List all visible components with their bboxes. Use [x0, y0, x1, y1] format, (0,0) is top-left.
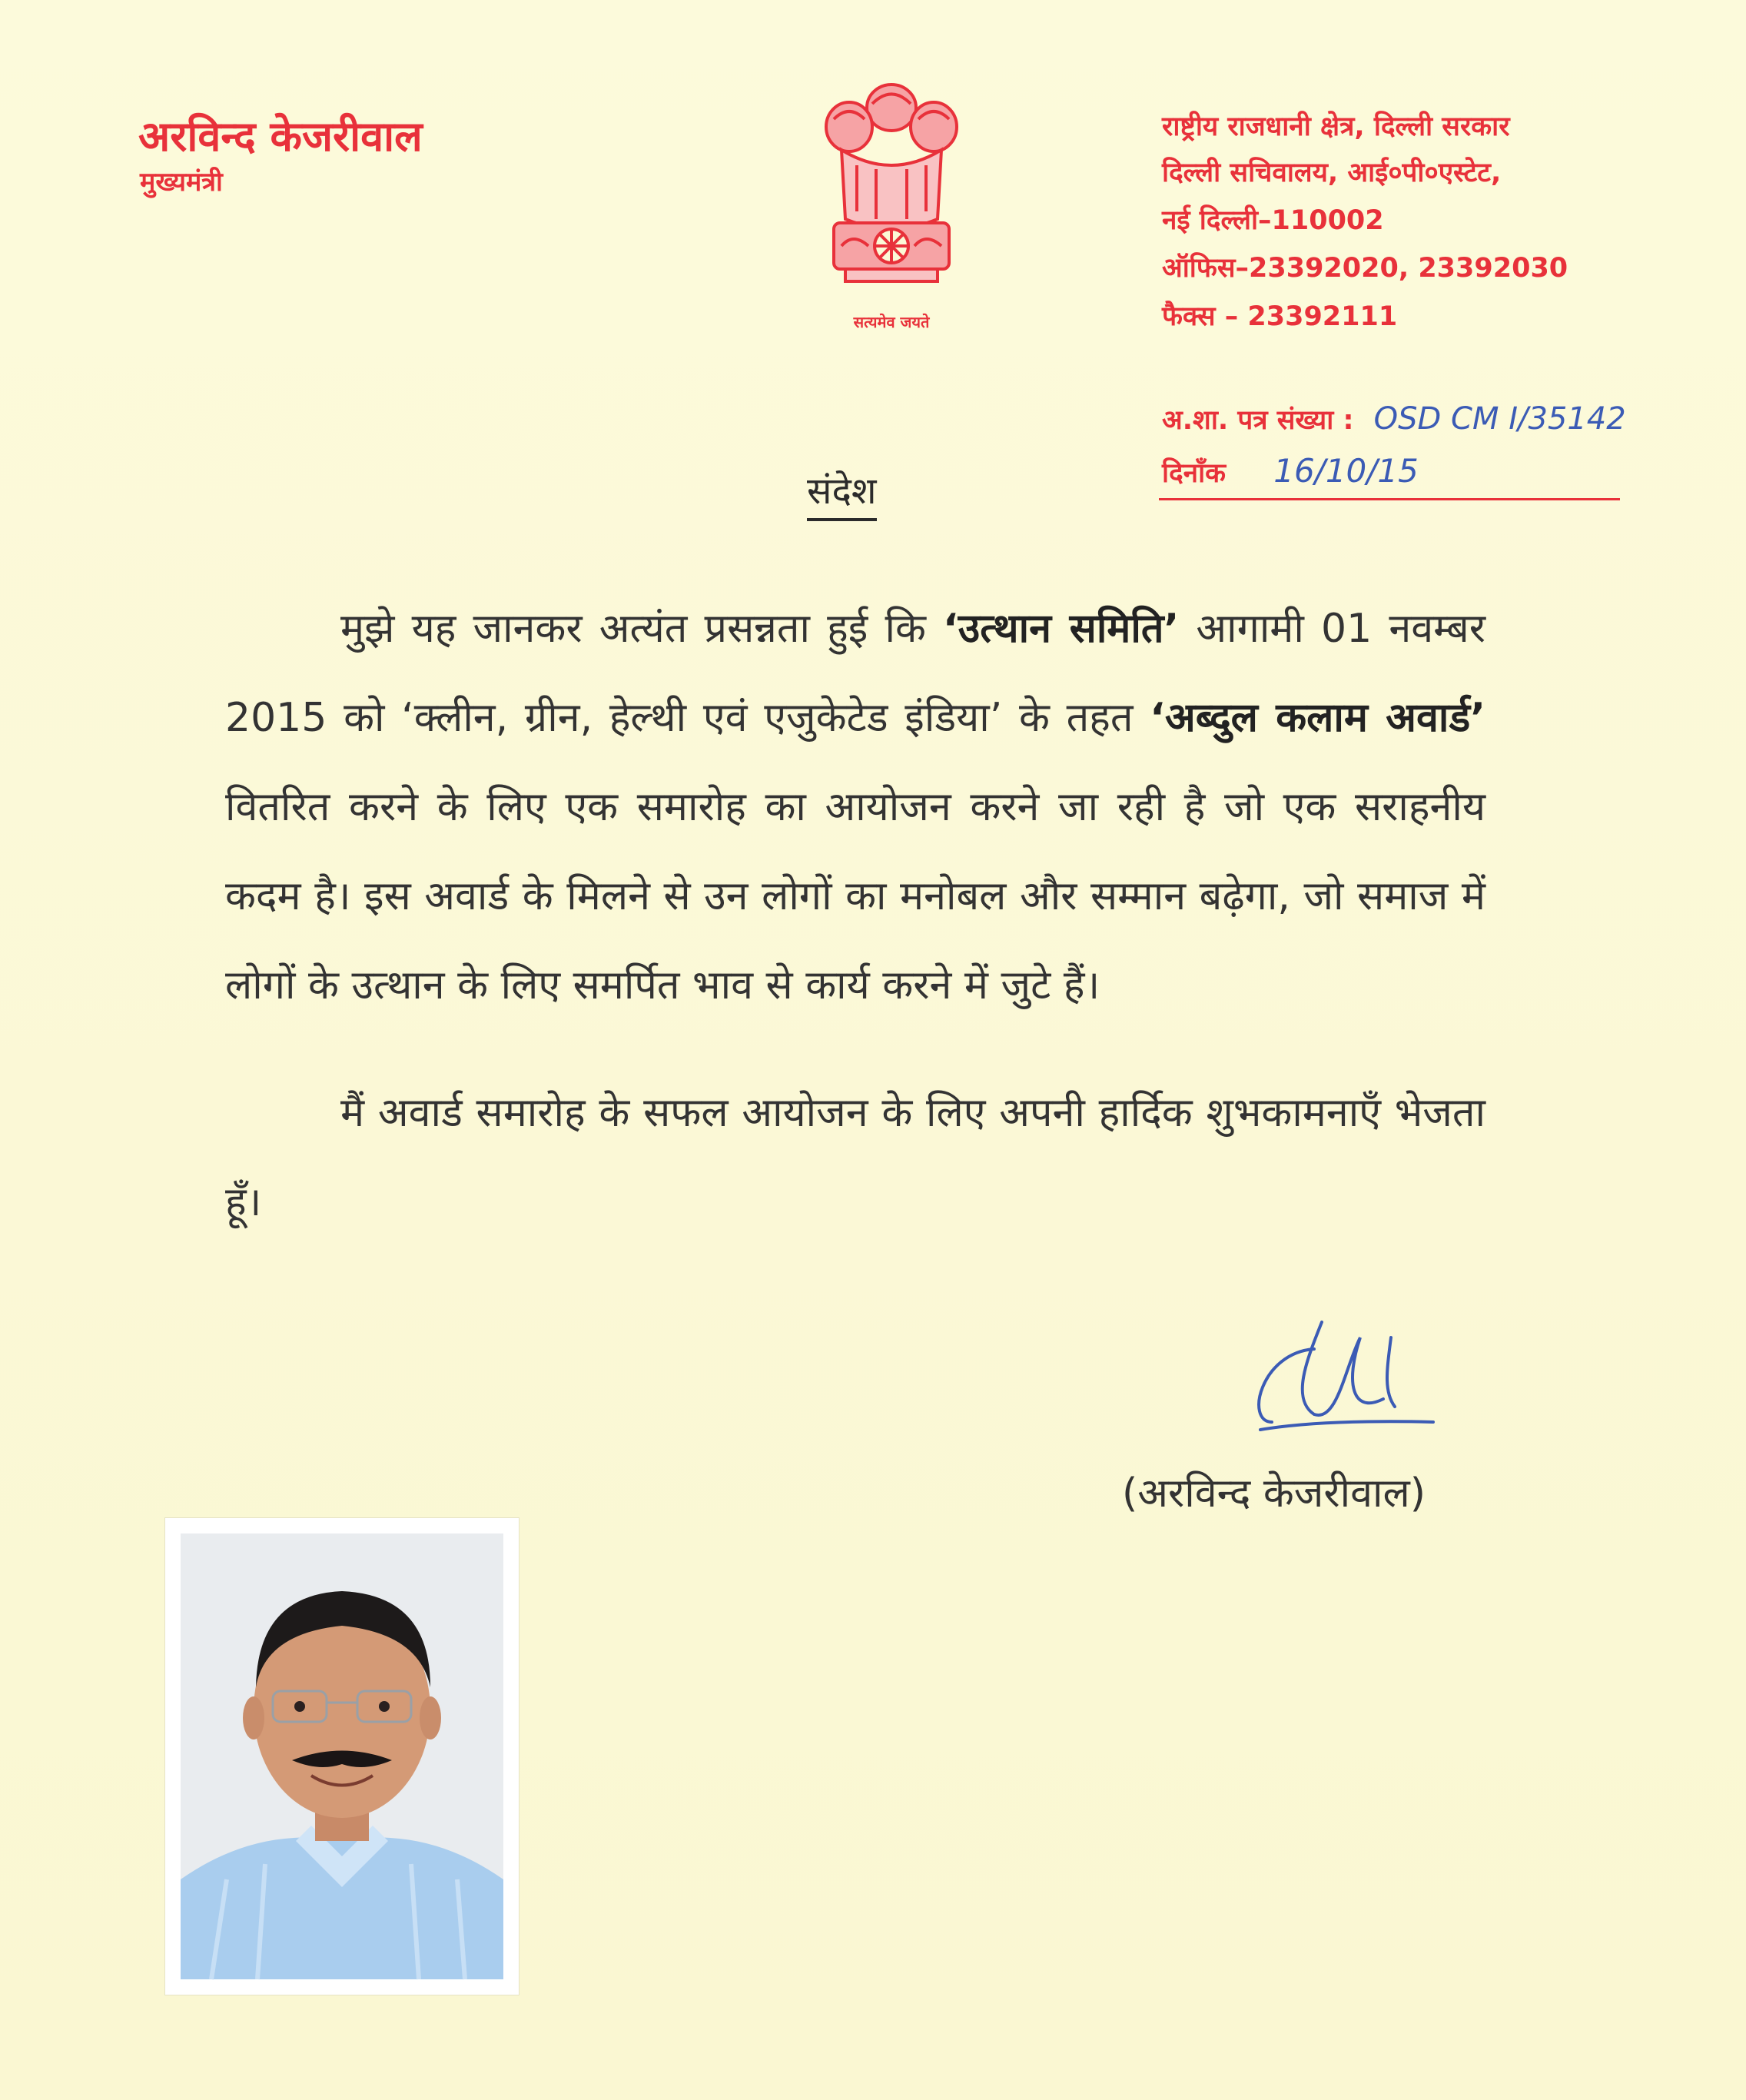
portrait-photo — [165, 1518, 519, 1995]
sender-name: अरविन्द केजरीवाल — [138, 112, 423, 161]
reference-value: OSD CM I/35142 — [1373, 401, 1626, 437]
emblem-motto: सत्यमेव जयते — [853, 313, 930, 331]
address-line-4: ऑफिस–23392020, 23392030 — [1162, 253, 1568, 284]
signatory-name: (अरविन्द केजरीवाल) — [1122, 1470, 1426, 1517]
reference-underline — [1159, 498, 1620, 500]
date-label: दिनाँक — [1162, 458, 1227, 489]
address-line-1: राष्ट्रीय राजधानी क्षेत्र, दिल्ली सरकार — [1162, 111, 1510, 142]
paragraph-2: मैं अवार्ड समारोह के सफल आयोजन के लिए अपनी हार्दिक शुभकामनाएँ भेजता हूँ। — [225, 1090, 1485, 1225]
reference-label: अ.शा. पत्र संख्या : — [1162, 405, 1354, 436]
address-line-3: नई दिल्ली–110002 — [1162, 205, 1384, 236]
letter-body — [225, 584, 1485, 1247]
organisation-name: ‘उत्थान समिति’ — [943, 606, 1180, 652]
paragraph-1: मुझे यह जानकर अत्यंत प्रसन्नता हुई कि ‘उत्थान समिति’ आगामी 01 नवम्बर 2015 को ‘क्लीन, ग्रीन, हेल्थी एवं एजुकेटेड इंडिया’ के तहत ‘अब्दुल कलाम अवार्ड’ वितरित करने के लिए एक समारोह का आयोजन करने जा रही है जो एक सराहनीय कदम है। इस अवार्ड के मिलने से उन लोगों का मनोबल और सम्मान बढ़ेगा, जो समाज में लोगों के उत्थान के लिए समर्पित भाव से कार्य करने में जुटे हैं। — [225, 606, 1485, 1008]
letter-date — [1162, 452, 1419, 490]
award-name: ‘अब्दुल कलाम अवार्ड’ — [1150, 695, 1485, 741]
reference-number — [1162, 401, 1626, 437]
national-emblem-icon — [803, 73, 980, 334]
letter-heading: संदेश — [807, 465, 877, 521]
address-line-5: फैक्स – 23392111 — [1162, 301, 1398, 332]
signature-icon — [1230, 1307, 1445, 1437]
sender-designation: मुख्यमंत्री — [140, 167, 223, 198]
date-value: 16/10/15 — [1273, 452, 1419, 490]
address-line-2: दिल्ली सचिवालय, आई०पी०एस्टेट, — [1162, 158, 1502, 188]
